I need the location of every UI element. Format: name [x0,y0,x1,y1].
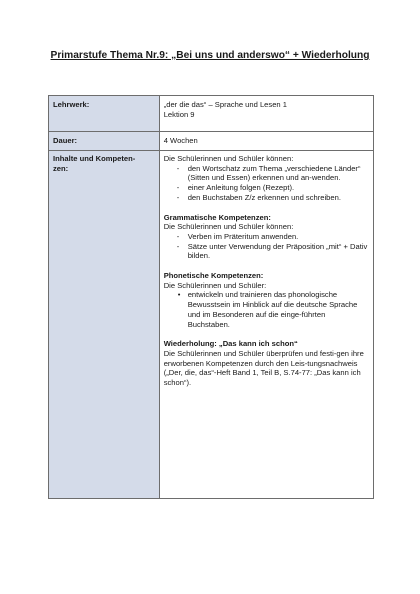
phonetic-heading: Phonetische Kompetenzen: [163,271,264,281]
phonetic-section [164,271,369,329]
lehrwerk-title: „der die das“ – Sprache und Lesen 1 [163,100,287,109]
lesson-plan-table [48,95,374,499]
page-title: Primarstufe Thema Nr.9: „Bei uns und anderswo“ + Wiederholung [50,50,370,61]
grammar-list [164,232,369,261]
inhalte-label-line2: zen: [53,163,69,173]
general-intro: Die Schülerinnen und Schüler können: [163,154,294,163]
inhalte-label [49,151,160,499]
dauer-value: 4 Wochen [159,132,373,151]
lehrwerk-label: Lehrwerk: [49,96,160,132]
lehrwerk-lesson: Lektion 9 [163,109,195,119]
table-row-inhalte [49,151,374,499]
inhalte-value [159,151,373,499]
grammar-section [164,213,369,262]
inhalte-label-line1: Inhalte und Kompeten- [53,154,136,163]
phonetic-list [164,290,369,329]
table-row-dauer [49,132,374,151]
general-competences-section [164,154,369,203]
list-item: - den Wortschatz zum Thema „verschiedene Länder“ (Sitten und Essen) erkennen und an-wenden. [177,164,369,183]
grammar-intro: Die Schülerinnen und Schüler können: [163,222,294,232]
list-item: - einer Anleitung folgen (Rezept). [177,183,369,193]
grammar-heading: Grammatische Kompetenzen: [163,212,271,222]
phonetic-intro: Die Schülerinnen und Schüler: [163,280,267,290]
list-item: - den Buchstaben Z/z erkennen und schreiben. [177,193,369,203]
general-list [164,164,369,203]
list-item: • entwickeln und trainieren das phonologische Bewusstsein im Hinblick auf die deutsche Sprache und im Besonderen auf die einge-führten Buchstaben. [177,290,369,329]
review-heading: Wiederholung: „Das kann ich schon“ [163,339,298,349]
list-item: - Sätze unter Verwendung der Präposition „mit“ + Dativ bilden. [177,242,369,261]
list-item: - Verben im Präteritum anwenden. [177,232,369,242]
table-row-lehrwerk [49,96,374,132]
review-section [164,339,369,388]
dauer-label: Dauer: [49,132,160,151]
lehrwerk-value [159,96,373,132]
review-text: Die Schülerinnen und Schüler überprüfen und festi-gen ihre erworbenen Kompetenzen durch den Leis-tungsnachweis („Der, die, das“-Heft Band 1, Teil B, S.74-77: „Das kann ich schon“). [163,348,364,388]
